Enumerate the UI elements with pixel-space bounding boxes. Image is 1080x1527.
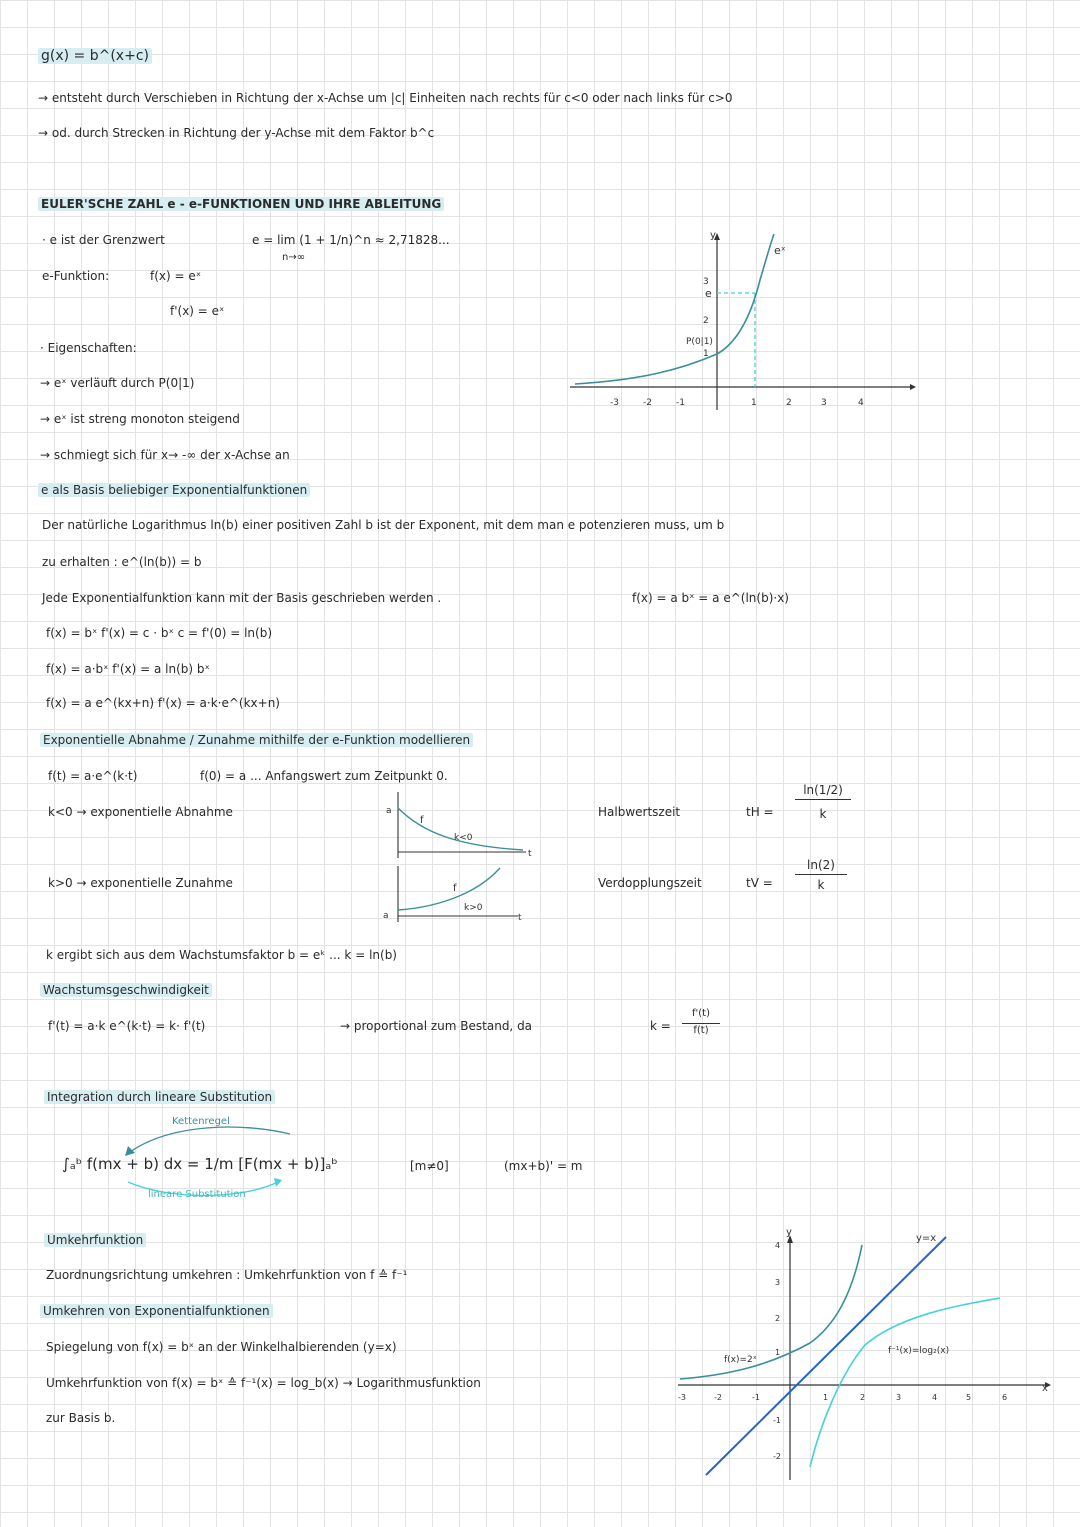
substitution-label: lineare Substitution [148,1189,246,1200]
doubling-label: Verdopplungszeit [598,876,702,890]
x-tick: 4 [932,1393,938,1402]
any-exp-formula: f(x) = a bˣ = a e^(ln(b)·x) [632,591,789,605]
gx-formula: g(x) = b^(x+c) [38,47,152,65]
limit-formula: e = lim (1 + 1/n)^n ≈ 2,71828... [252,233,450,247]
growth-f-label: f [453,883,457,894]
doubling-num: ln(2) [795,856,847,875]
speed-formula: f'(t) = a·k e^(k·t) = k· f'(t) [48,1019,206,1033]
any-exp: Jede Exponentialfunktion kann mit der Basis geschrieben werden . [42,591,442,605]
decay-curve [398,808,523,850]
exp-curve [680,1245,862,1379]
x-tick: -2 [714,1393,722,1402]
halflife-label: Halbwertszeit [598,805,681,819]
log-curve [810,1298,1000,1467]
rule-1: f(x) = bˣ f'(x) = c · bˣ c = f'(0) = ln(b) [46,626,273,640]
integration-formula: ∫ₐᵇ f(mx + b) dx = 1/m [F(mx + b)]ₐᵇ [62,1155,338,1173]
chain-arrow [130,1127,290,1152]
prop-1: → eˣ verläuft durch P(0|1) [40,376,195,390]
rule-3: f(x) = a e^(kx+n) f'(x) = a·k·e^(kx+n) [46,696,280,710]
k-ratio-label: k = [650,1019,671,1033]
y-tick: -2 [773,1452,781,1461]
decay-a-label: a [386,806,392,816]
log-label: f⁻¹(x)=log₂(x) [888,1346,950,1356]
model-formula: f(t) = a·e^(k·t) [48,769,138,783]
integration-cond: [m≠0] [410,1159,449,1173]
y-tick: 3 [703,277,709,287]
x-tick: 1 [751,398,757,408]
x-tick: -3 [678,1393,686,1402]
x-tick: -3 [610,398,619,408]
inverse-graph [670,1225,1070,1485]
inverse-title: Umkehrfunktion [44,1231,146,1249]
inverse-line3: Umkehrfunktion von f(x) = bˣ ≙ f⁻¹(x) = log_b(x) → Logarithmusfunktion [46,1376,481,1390]
y-tick: 1 [775,1348,781,1357]
integration-deriv: (mx+b)' = m [504,1159,583,1173]
prop-2: → eˣ ist streng monoton steigend [40,412,240,426]
x-tick: -2 [643,398,652,408]
y-tick: 1 [703,349,709,359]
decay-growth-graphs [378,788,538,928]
y-tick: 2 [703,316,709,326]
efunc-label: e-Funktion: [42,269,110,283]
substitution-arrow-head [274,1178,282,1187]
growth-a-label: a [383,911,389,921]
euler-title: EULER'SCHE ZAHL e - e-FUNKTIONEN UND IHRE ABLEITUNG [38,195,444,213]
ln-def-2: zu erhalten : e^(ln(b)) = b [42,555,202,569]
chain-rule-label: Kettenregel [172,1116,230,1127]
gx-line2: → od. durch Strecken in Richtung der y-Achse mit dem Faktor b^c [38,126,435,140]
efunc-fprime: f'(x) = eˣ [170,304,225,318]
y-axis-label: y [786,1227,792,1238]
x-tick: 4 [858,398,864,408]
growth-k-label: k>0 [464,903,483,913]
exp-label: f(x)=2ˣ [724,1355,757,1365]
y-tick: -1 [773,1416,781,1425]
limit-sub: n→∞ [282,252,306,263]
y-tick: 2 [775,1314,781,1323]
x-tick: -1 [676,398,685,408]
doubling-sym: tV = [746,876,773,890]
model-title: Exponentielle Abnahme / Zunahme mithilfe der e-Funktion modellieren [40,731,473,749]
ln-def-1: Der natürliche Logarithmus ln(b) einer positiven Zahl b ist der Exponent, mit dem man e potenzieren muss, um b [42,518,725,532]
inverse-line4: zur Basis b. [46,1411,116,1425]
limit-label: · e ist der Grenzwert [42,233,165,247]
x-tick: 1 [823,1393,829,1402]
decay-k-label: k<0 [454,833,473,843]
gx-line1: → entsteht durch Verschieben in Richtung der x-Achse um |c| Einheiten nach rechts für c<0 oder nach links für c>0 [38,91,733,105]
model-decay: k<0 → exponentielle Abnahme [48,805,233,819]
integration-title: Integration durch lineare Substitution [44,1088,275,1106]
x-tick: 6 [1002,1393,1008,1402]
k-from-b: k ergibt sich aus dem Wachstumsfaktor b = eᵏ ... k = ln(b) [46,948,397,962]
x-axis-label: x [1042,1383,1048,1394]
k-ratio-den: f(t) [693,1025,709,1036]
model-initial: f(0) = a ... Anfangswert zum Zeitpunkt 0. [200,769,448,783]
x-axis-arrow [910,384,916,390]
basis-title: e als Basis beliebiger Exponentialfunktionen [38,481,310,499]
decay-t-label: t [528,849,532,859]
identity-label: y=x [916,1233,937,1244]
inverse-title2: Umkehren von Exponentialfunktionen [40,1302,273,1320]
props-title: · Eigenschaften: [40,341,137,355]
ex-curve-label: eˣ [774,244,786,257]
inverse-line2: Spiegelung von f(x) = bˣ an der Winkelhalbierenden (y=x) [46,1340,397,1354]
doubling-den: k [817,878,825,892]
y-tick: 4 [775,1241,781,1250]
model-growth: k>0 → exponentielle Zunahme [48,876,233,890]
halflife-num: ln(1/2) [795,781,851,800]
decay-f-label: f [420,815,424,826]
x-tick: -1 [752,1393,760,1402]
point-label: P(0|1) [686,337,713,347]
ex-graph [560,220,920,420]
halflife-sym: tH = [746,805,774,819]
speed-title: Wachstumsgeschwindigkeit [40,981,212,999]
speed-note: → proportional zum Bestand, da [340,1019,533,1033]
rule-2: f(x) = a·bˣ f'(x) = a ln(b) bˣ [46,662,210,676]
k-ratio-num: f'(t) [682,1005,720,1024]
inverse-line1: Zuordnungsrichtung umkehren : Umkehrfunktion von f ≙ f⁻¹ [46,1268,408,1282]
x-tick: 2 [786,398,792,408]
y-axis-label: y [710,230,716,241]
prop-3: → schmiegt sich für x→ -∞ der x-Achse an [40,448,290,462]
efunc-f: f(x) = eˣ [150,269,202,283]
y-tick: 3 [775,1278,781,1287]
x-tick: 5 [966,1393,972,1402]
growth-t-label: t [518,913,522,923]
e-label: e [705,287,712,300]
x-tick: 2 [860,1393,866,1402]
halflife-den: k [819,807,827,821]
x-tick: 3 [896,1393,902,1402]
ex-curve [575,234,774,384]
growth-curve [398,868,500,910]
x-tick: 3 [821,398,827,408]
